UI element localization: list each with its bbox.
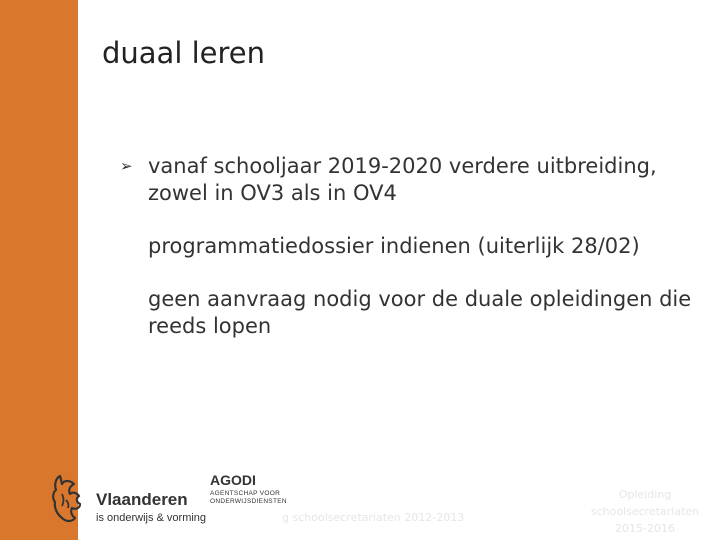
bullet-text: vanaf schooljaar 2019-2020 verdere uitbreiding, zowel in OV3 als in OV4 [148, 154, 657, 205]
bullet-list [120, 153, 700, 366]
bullet-item [120, 153, 700, 207]
accent-side-bar [0, 0, 78, 540]
agodi-subtitle-line1: AGENTSCHAP VOOR [210, 490, 281, 497]
bullet-item [120, 233, 700, 260]
vlaanderen-logo [48, 472, 207, 524]
agodi-name: AGODI [210, 472, 256, 488]
vlaanderen-name: Vlaanderen [96, 490, 188, 509]
bullet-text: geen aanvraag nodig voor de duale opleidingen die reeds lopen [148, 287, 692, 338]
vlaanderen-tagline: is onderwijs & vorming [96, 512, 207, 524]
footer-right-text [580, 486, 710, 537]
footer-center-text: g schoolsecretariaten 2012-2013 [282, 511, 465, 524]
footer [0, 460, 720, 540]
footer-right-line: 2015-2016 [615, 522, 675, 535]
bullet-item [120, 286, 700, 340]
flemish-lion-icon [48, 472, 88, 524]
footer-right-line: Opleiding [618, 488, 672, 501]
agodi-subtitle-line2: ONDERWIJSDIENSTEN [210, 498, 287, 505]
bullet-text: programmatiedossier indienen (uiterlijk 28/02) [148, 234, 640, 258]
arrowhead-bullet-icon: ➢ [120, 157, 133, 175]
footer-right-line: schoolsecretariaten [590, 505, 700, 518]
slide-title: duaal leren [102, 36, 266, 70]
